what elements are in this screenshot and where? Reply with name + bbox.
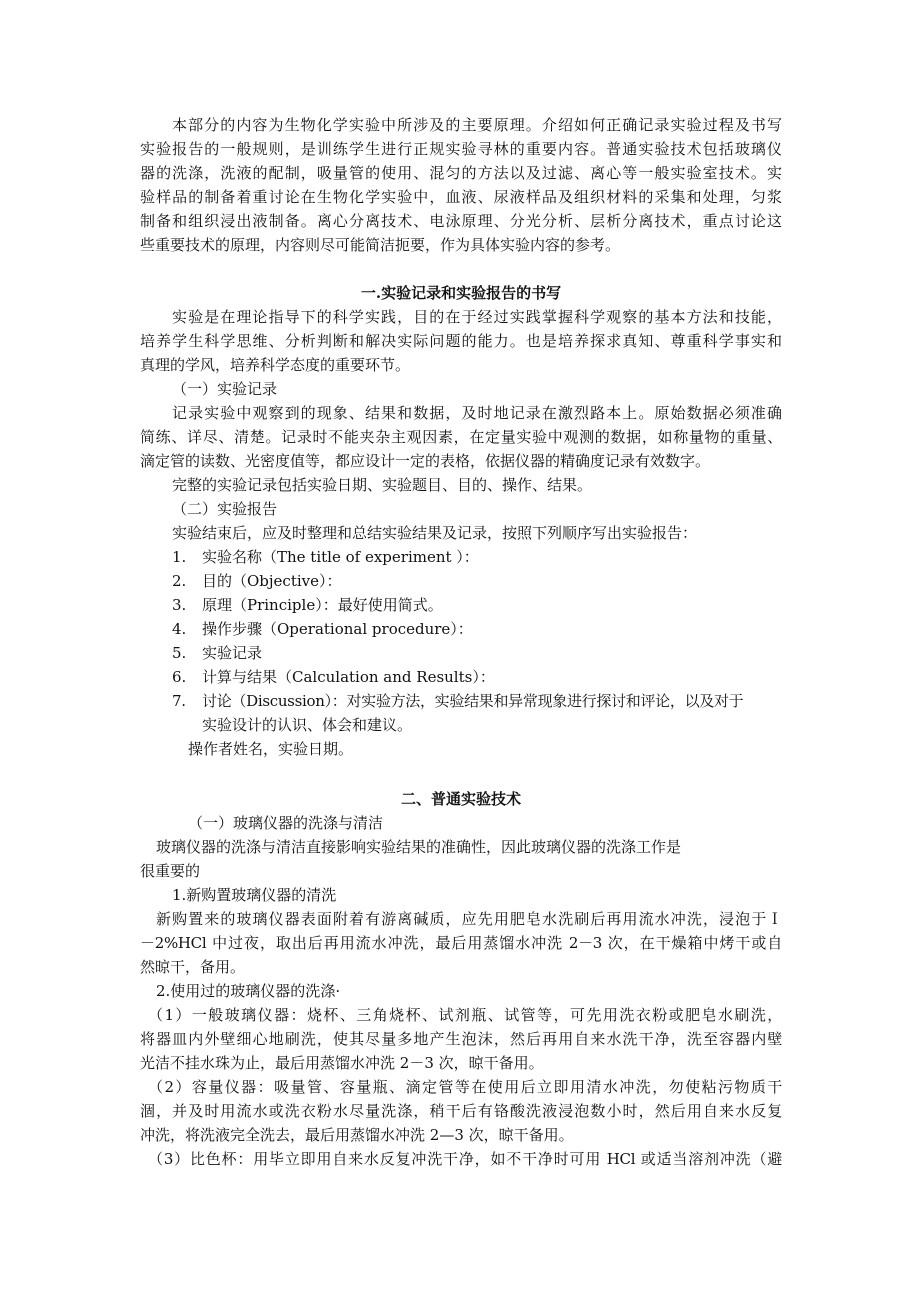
paragraph-line: 然晾干，备用。 bbox=[140, 958, 246, 976]
list-item bbox=[172, 593, 814, 617]
list-item-continuation: 实验设计的认识、体会和建议。 bbox=[202, 716, 413, 734]
paragraph-line: 涸，并及时用流水或洗衣粉水尽量洗涤，稍干后有铬酸洗液浸泡数小时，然后用自来水反复 bbox=[140, 1102, 782, 1120]
list-text: 实验名称（The title of experiment ）： bbox=[202, 548, 479, 566]
subsection-heading: （二）实验报告 bbox=[172, 500, 278, 518]
paragraph-line: －2%HCl 中过夜，取出后再用流水冲洗，最后用蒸馏水冲洗 2－3 次，在干燥箱中烤干或自 bbox=[140, 934, 782, 952]
paragraph-line: 培养学生科学思维、分析判断和解决实际问题的能力。也是培养探求真知、尊重科学事实和 bbox=[140, 332, 782, 350]
numbered-heading: 2.使用过的玻璃仪器的洗涤· bbox=[156, 982, 341, 1000]
list-item bbox=[172, 569, 814, 593]
paragraph-line: 真理的学风，培养科学态度的重要环节。 bbox=[140, 356, 411, 374]
intro-line: 制备和组织浸出液制备。离心分离技术、电泳原理、分光分析、层析分离技术，重点讨论这 bbox=[140, 212, 782, 230]
intro-line: 些重要技术的原理，内容则尽可能简洁扼要，作为具体实验内容的参考。 bbox=[140, 236, 621, 254]
intro-line: 实验报告的一般规则，是训练学生进行正规实验寻林的重要内容。普通实验技术包括玻璃仪 bbox=[140, 140, 782, 158]
list-item bbox=[172, 641, 814, 665]
subsection-heading: （一）实验记录 bbox=[172, 380, 278, 398]
section-heading: 一.实验记录和实验报告的书写 bbox=[360, 284, 562, 302]
paragraph-line: 很重要的 bbox=[140, 862, 201, 880]
list-text: 实验记录 bbox=[202, 644, 263, 662]
numbered-heading: 1.新购置玻璃仪器的清洗 bbox=[172, 886, 337, 904]
intro-line: 验样品的制备着重讨论在生物化学实验中，血液、尿液样品及组织材料的采集和处理，匀浆 bbox=[140, 188, 782, 206]
paragraph-line: （3）比色杯：用毕立即用自来水反复冲洗干净，如不干净时可用 HCl 或适当溶剂冲洗（避 bbox=[148, 1150, 782, 1168]
paragraph-line: 玻璃仪器的洗涤与清洁直接影响实验结果的准确性，因此玻璃仪器的洗涤工作是 bbox=[156, 838, 682, 856]
paragraph-line: 实验是在理论指导下的科学实践，目的在于经过实践掌握科学观察的基本方法和技能， bbox=[172, 308, 782, 326]
list-text: 目的（Objective）： bbox=[202, 572, 342, 590]
list-number: 3. bbox=[172, 596, 187, 614]
list-number: 5. bbox=[172, 644, 187, 662]
paragraph-line: 将器皿内外壁细心地刷洗，使其尽量多地产生泡沫，然后再用自来水洗干净，洗至容器内壁 bbox=[140, 1030, 782, 1048]
list-text: 计算与结果（Calculation and Results）： bbox=[202, 668, 495, 686]
paragraph-line: 滴定管的读数、光密度值等，都应设计一定的表格，依据仪器的精确度记录有效数字。 bbox=[140, 452, 711, 470]
list-item bbox=[172, 689, 784, 713]
paragraph-line: 记录实验中观察到的现象、结果和数据，及时地记录在激烈路本上。原始数据必须准确 bbox=[172, 404, 782, 422]
paragraph-line: （2）容量仪器：吸量管、容量瓶、滴定管等在使用后立即用清水冲洗，勿使粘污物质干 bbox=[148, 1078, 782, 1096]
intro-line: 本部分的内容为生物化学实验中所涉及的主要原理。介绍如何正确记录实验过程及书写 bbox=[172, 116, 782, 134]
list-text: 操作步骤（Operational procedure）： bbox=[202, 620, 473, 638]
subsection-heading: （一）玻璃仪器的洗涤与清洁 bbox=[188, 814, 384, 832]
list-number: 1. bbox=[172, 548, 187, 566]
list-text: 原理（Principle）：最好使用简式。 bbox=[202, 596, 443, 614]
paragraph-line: （1）一般玻璃仪器：烧杯、三角烧杯、试剂瓶、试管等，可先用洗衣粉或肥皂水刷洗， bbox=[148, 1006, 782, 1024]
paragraph-line: 实验结束后，应及时整理和总结实验结果及记录，按照下列顺序写出实验报告： bbox=[172, 524, 698, 542]
section-heading: 二、普通实验技术 bbox=[400, 790, 521, 808]
list-number: 4. bbox=[172, 620, 187, 638]
list-item bbox=[172, 665, 814, 689]
list-item bbox=[172, 545, 814, 569]
intro-line: 器的洗涤，洗液的配制，吸量管的使用、混匀的方法以及过滤、离心等一般实验室技术。实 bbox=[140, 164, 782, 182]
list-item bbox=[172, 617, 814, 641]
list-number: 7. bbox=[172, 692, 186, 710]
paragraph-line: 完整的实验记录包括实验日期、实验题目、目的、操作、结果。 bbox=[172, 476, 593, 494]
paragraph-line: 光洁不挂水珠为止，最后用蒸馏水冲洗 2－3 次，晾干备用。 bbox=[140, 1054, 544, 1072]
list-number: 6. bbox=[172, 668, 187, 686]
signoff-line: 操作者姓名，实验日期。 bbox=[188, 740, 354, 758]
paragraph-line: 冲洗，将洗液完全洗去，最后用蒸馏水冲洗 2—3 次，晾干备用。 bbox=[140, 1126, 574, 1144]
list-text: 讨论（Discussion）：对实验方法，实验结果和异常现象进行探讨和评论，以及对于 bbox=[202, 692, 744, 710]
paragraph-line: 新购置来的玻璃仪器表面附着有游离碱质，应先用肥皂水洗刷后再用流水冲洗，浸泡于Ｉ bbox=[156, 910, 782, 928]
list-number: 2. bbox=[172, 572, 187, 590]
paragraph-line: 简练、详尽、清楚。记录时不能夹杂主观因素，在定量实验中观测的数据，如称量物的重量、 bbox=[140, 428, 782, 446]
